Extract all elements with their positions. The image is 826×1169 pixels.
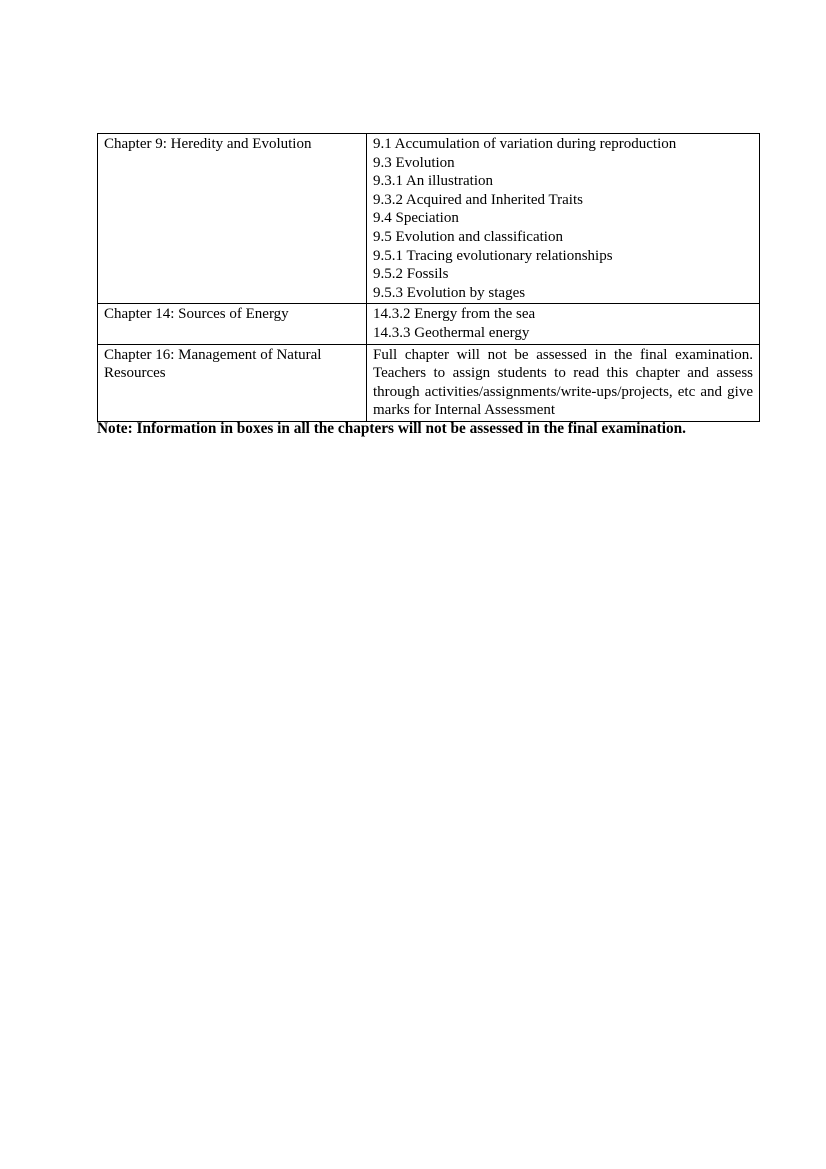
table-row bbox=[98, 304, 760, 344]
topic-item: 9.3.2 Acquired and Inherited Traits bbox=[373, 191, 583, 208]
chapter-cell bbox=[98, 134, 367, 304]
table-row bbox=[98, 344, 760, 421]
topic-item: 9.1 Accumulation of variation during reproduction bbox=[373, 136, 677, 152]
chapter-title: Chapter 9: Heredity and Evolution bbox=[104, 136, 312, 152]
topics-cell bbox=[367, 304, 760, 344]
topic-item: 9.5 Evolution and classification bbox=[373, 228, 563, 245]
chapter-title-line: Resources bbox=[104, 365, 166, 382]
chapter-cell bbox=[98, 344, 367, 421]
assessment-note: Note: Information in boxes in all the chapters will not be assessed in the final examination. bbox=[97, 420, 686, 437]
chapter-description: Full chapter will not be assessed in the final examination. Teachers to assign students to read this chapter and assess through activities/assignments/write-ups/projects, etc and give marks for Internal Assessment bbox=[373, 346, 753, 419]
topic-item: 9.5.2 Fossils bbox=[373, 266, 449, 283]
syllabus-table bbox=[97, 133, 760, 422]
topic-item: 9.4 Speciation bbox=[373, 210, 459, 227]
chapter-title: Chapter 14: Sources of Energy bbox=[104, 306, 289, 323]
topic-item: 9.5.3 Evolution by stages bbox=[373, 284, 526, 301]
topic-item: 9.3.1 An illustration bbox=[373, 173, 493, 190]
chapter-title-line: Chapter 16: Management of Natural bbox=[104, 346, 322, 363]
topic-item: 9.5.1 Tracing evolutionary relationships bbox=[373, 247, 613, 264]
topic-item: 14.3.3 Geothermal energy bbox=[373, 324, 530, 341]
table-row bbox=[98, 134, 760, 304]
topics-cell bbox=[367, 344, 760, 421]
topic-item: 14.3.2 Energy from the sea bbox=[373, 306, 536, 323]
topics-cell bbox=[367, 134, 760, 304]
chapter-cell bbox=[98, 304, 367, 344]
topic-item: 9.3 Evolution bbox=[373, 154, 455, 171]
